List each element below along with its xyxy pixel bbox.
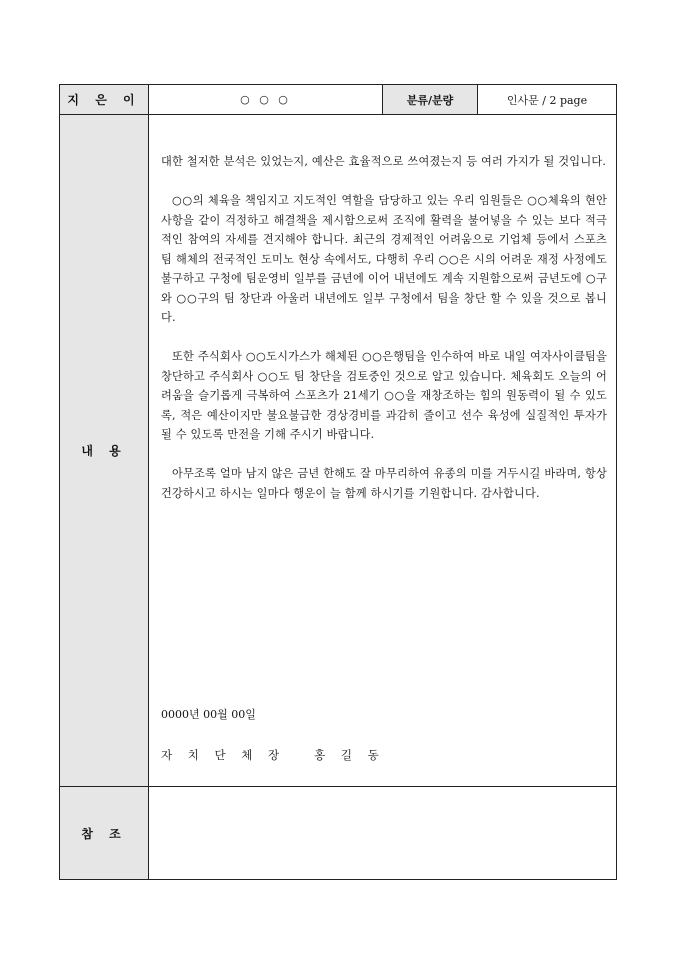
reference-label: 참 조 (60, 787, 149, 879)
paragraph-1: 대한 철저한 분석은 있었는지, 예산은 효율적으로 쓰여졌는지 등 여러 가지가 될 것입니다. (161, 155, 607, 168)
paragraph-3: 또한 주식회사 ○○도시가스가 해체된 ○○은행팀을 인수하여 바로 내일 여자사이클팀을 창단하고 주식회사 ○○도 팀 창단을 검토중인 것으로 알고 있습니다. 체육회도 오늘의 어려움을 슬기롭게 극복하여 스포츠가 21세기 ○○을 재창조하는 힘의 원동력이 될 수 있도록, 적은 예산이지만 불요불급한 경상경비를 과감히 줄이고 선수 육성에 실질적인 투자가 될 수 있도록 만전을 기해 주시기 바랍니다. (161, 350, 607, 441)
document-form (59, 84, 617, 880)
paragraph-2: ○○의 체육을 책임지고 지도적인 역할을 담당하고 있는 우리 임원들은 ○○체육의 현안사항을 같이 걱정하고 해결책을 제시함으로써 조직에 활력을 불어넣을 수 있는 보다 적극적인 참여의 자세를 견지해야 합니다. 최근의 경제적인 어려움으로 기업체 등에서 스포츠팀 해체의 전국적인 도미노 현상 속에서도, 다행히 우리 ○○은 시의 어려운 재정 사정에도 불구하고 구청에 팀운영비 일부를 금년에 이어 내년에도 계속 지원함으로써 금년도에 ○구와 ○○구의 팀 창단과 아울러 내년에도 일부 구청에서 팀을 창단 할 수 있을 것으로 봅니다. (161, 194, 607, 324)
reference-row (60, 787, 616, 879)
content-body (161, 152, 607, 523)
signature-line: 자 치 단 체 장 홍 길 동 (161, 748, 385, 762)
content-label: 내 용 (60, 115, 149, 786)
paragraph-4: 아무조록 얼마 남지 않은 금년 한해도 잘 마무리하여 유종의 미를 거두시길 바라며, 항상 건강하시고 하시는 일마다 행운이 늘 함께 하시기를 기원합니다. 감사합니다. (161, 467, 607, 500)
header-row (60, 85, 616, 115)
content-row (60, 115, 616, 787)
date-line: 0000년 00월 00일 (161, 708, 256, 721)
author-label: 지 은 이 (60, 85, 149, 114)
category-label: 분류/분량 (383, 85, 478, 114)
category-value: 인사문 / 2 page (506, 93, 588, 107)
author-value: ○ ○ ○ (149, 85, 383, 114)
